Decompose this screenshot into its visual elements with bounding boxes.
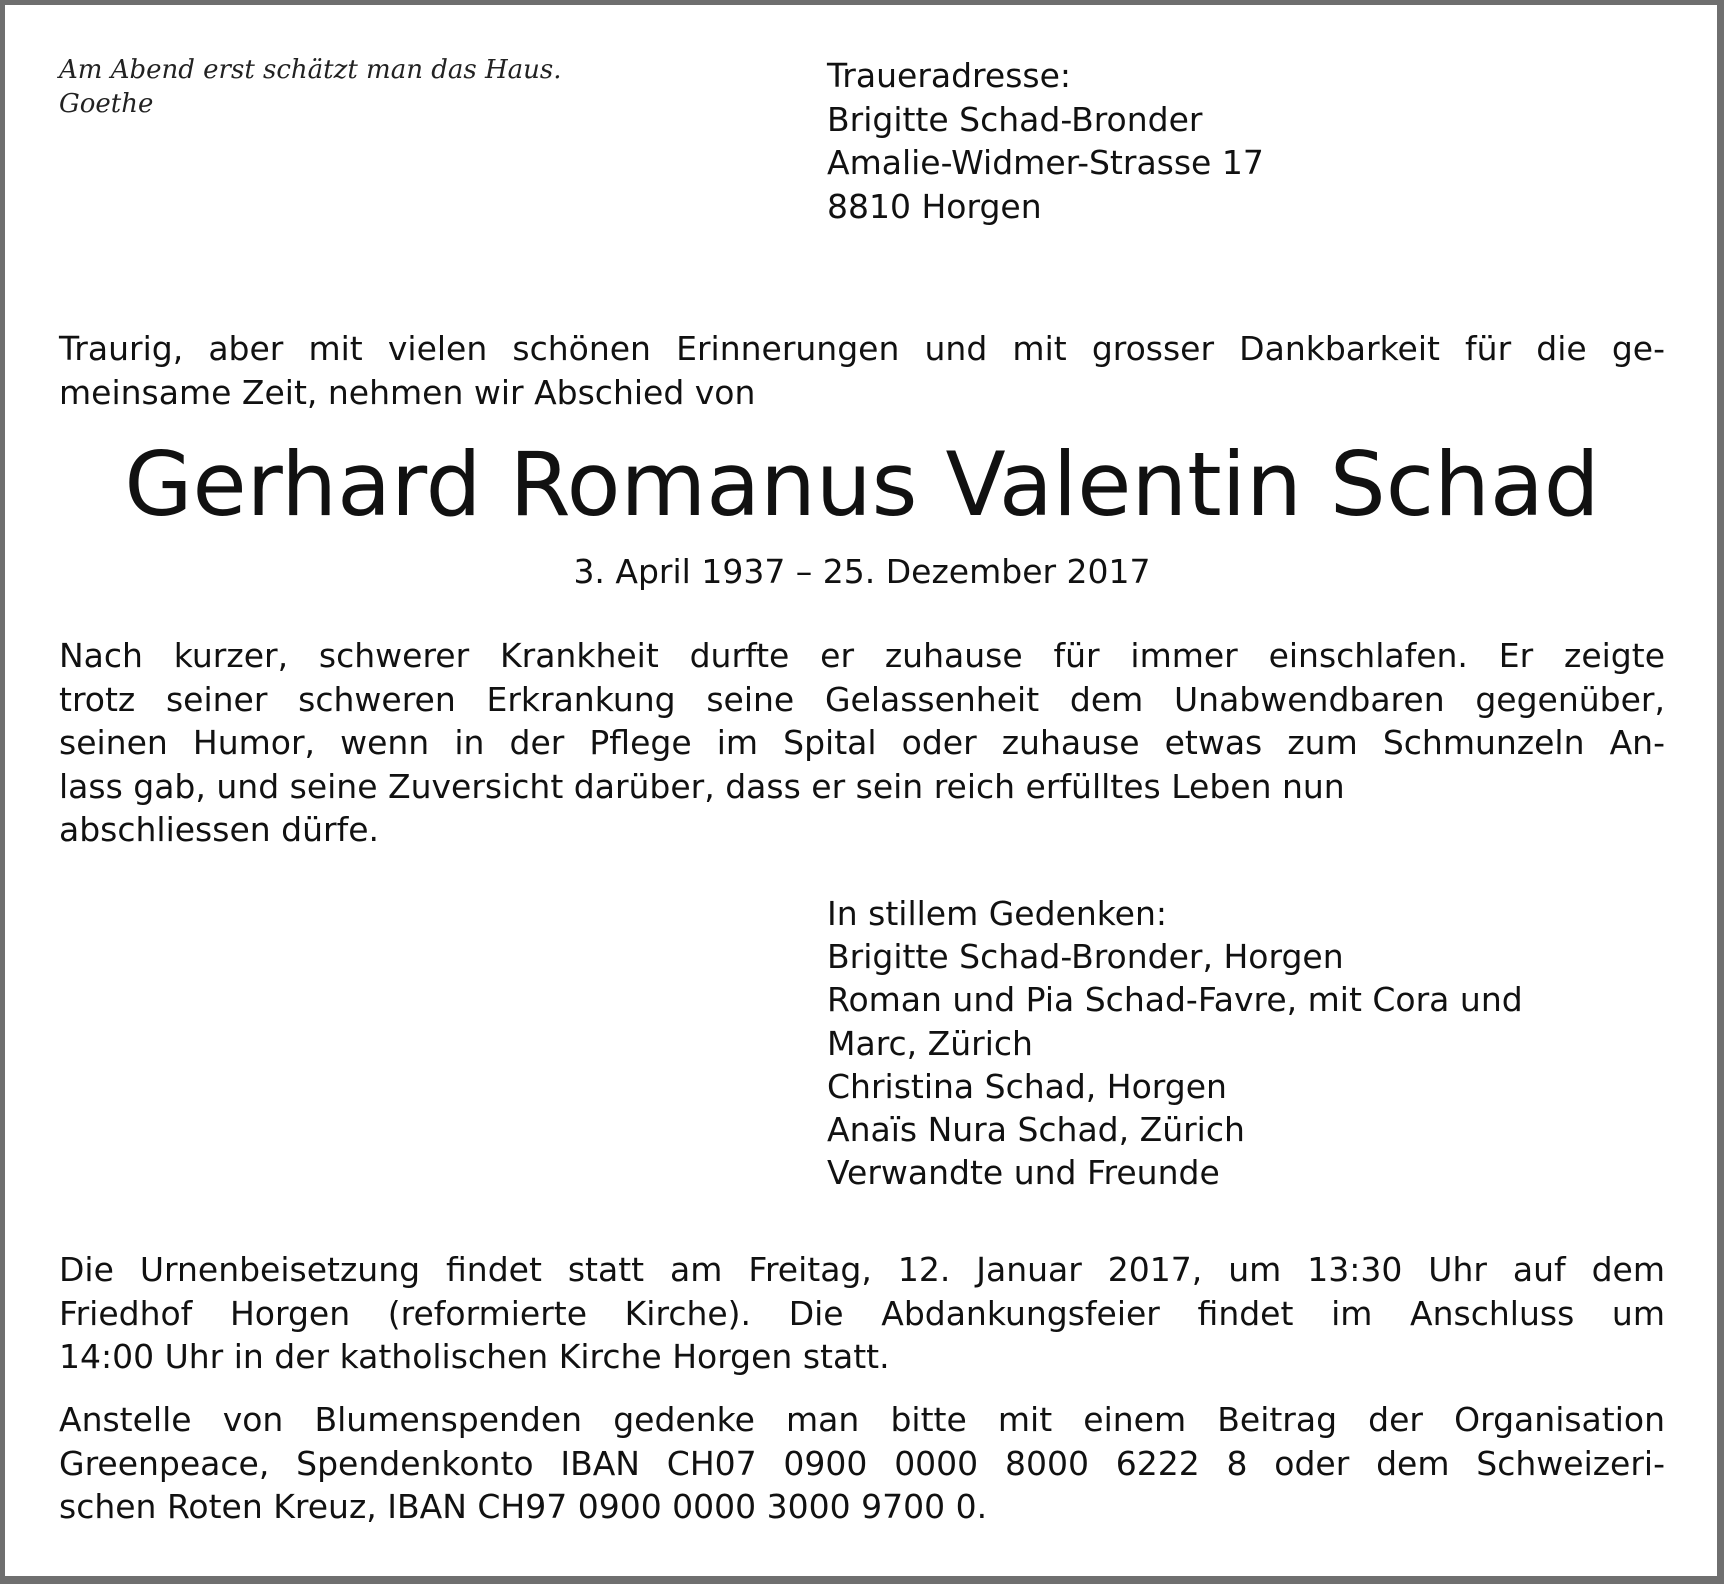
paragraph-line: seinen Humor, wenn in der Pflege im Spital oder zuhause etwas zum Schmunzeln An- <box>59 723 1665 762</box>
mourner-line: Brigitte Schad-Bronder, Horgen <box>827 937 1344 977</box>
intro-line: Traurig, aber mit vielen schönen Erinnerungen und mit grosser Dankbarkeit für die ge- <box>59 329 1665 368</box>
life-dates: 3. April 1937 – 25. Dezember 2017 <box>573 552 1151 591</box>
address-name: Brigitte Schad-Bronder <box>827 99 1203 139</box>
address-street: Amalie-Widmer-Strasse 17 <box>827 143 1264 182</box>
address-city: 8810 Horgen <box>827 186 1042 226</box>
address-heading: Traueradresse: <box>827 56 1072 95</box>
paragraph-line: lass gab, und seine Zuversicht darüber, dass er sein reich erfülltes Leben nun <box>59 766 1345 806</box>
intro-paragraph <box>59 327 1665 415</box>
mourners-heading: In stillem Gedenken: <box>827 894 1168 933</box>
paragraph-line: trotz seiner schweren Erkrankung seine Gelassenheit dem Unabwendbaren gegenüber, <box>59 679 1665 719</box>
paragraph-line: Anstelle von Blumenspenden gedenke man bitte mit einem Beitrag der Organisation <box>59 1400 1665 1439</box>
mourner-line: Christina Schad, Horgen <box>827 1066 1227 1106</box>
donation-paragraph <box>59 1398 1665 1529</box>
funeral-info-paragraph <box>59 1248 1665 1379</box>
mourner-line: Roman und Pia Schad-Favre, mit Cora und <box>827 980 1523 1020</box>
mourner-line: Marc, Zürich <box>827 1023 1033 1063</box>
obituary-paragraph <box>59 634 1665 852</box>
paragraph-line: Friedhof Horgen (reformierte Kirche). Die Abdankungsfeier findet im Anschluss um <box>59 1293 1665 1333</box>
intro-line: meinsame Zeit, nehmen wir Abschied von <box>59 373 756 412</box>
deceased-name: Gerhard Romanus Valentin Schad <box>124 433 1600 536</box>
paragraph-line: Greenpeace, Spendenkonto IBAN CH07 0900 0000 8000 6222 8 oder dem Schweizeri- <box>59 1443 1665 1483</box>
paragraph-line: 14:00 Uhr in der katholischen Kirche Horgen statt. <box>59 1337 890 1376</box>
paragraph-line: schen Roten Kreuz, IBAN CH97 0900 0000 3000 9700 0. <box>59 1487 988 1526</box>
paragraph-line: abschliessen dürfe. <box>59 810 379 849</box>
mourner-line: Anaïs Nura Schad, Zürich <box>827 1110 1245 1150</box>
condolence-address <box>827 54 1264 228</box>
paragraph-line: Die Urnenbeisetzung findet statt am Freitag, 12. Januar 2017, um 13:30 Uhr auf dem <box>59 1250 1665 1289</box>
mourners-list <box>827 892 1523 1194</box>
mourner-line: Verwandte und Freunde <box>827 1153 1220 1193</box>
motto-author: Goethe <box>59 89 154 119</box>
motto-quote-block <box>59 53 561 121</box>
motto-quote: Am Abend erst schätzt man das Haus. <box>59 55 562 85</box>
paragraph-line: Nach kurzer, schwerer Krankheit durfte er zuhause für immer einschlafen. Er zeigte <box>59 636 1665 675</box>
